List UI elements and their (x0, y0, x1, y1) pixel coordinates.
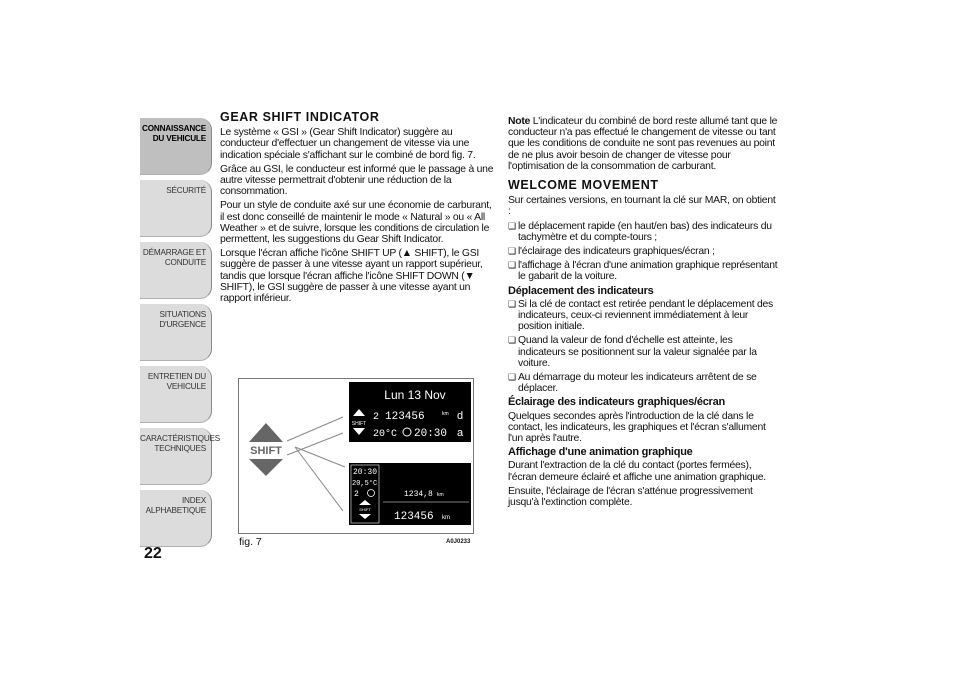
list-item: ❏ Quand la valeur de fond d'échelle est atteinte, les indicateurs se positionnent sur la valeur signalée par la voiture. (508, 335, 778, 369)
right-column (508, 116, 778, 511)
paragraph: Sur certaines versions, en tournant la clé sur MAR, on obtient : (508, 195, 776, 218)
paragraph: Pour un style de conduite axé sur une économie de carburant, il est donc conseillé de maintenir le mode « Natural » ou « All Weather » et de suivre, lorsque les conditions de circulation le permettent, les suggestions du Gear Shift Indicator. (220, 200, 492, 246)
figure-gsi-display (238, 378, 474, 534)
shift-small-label: SHIFT (351, 421, 367, 427)
tab-demarrage-et-conduite[interactable]: DÉMARRAGE ET CONDUITE (140, 242, 212, 299)
pointer-line (287, 433, 343, 455)
paragraph: Quelques secondes après l'introduction de la clé dans le contact, les indicateurs, les graphiques et l'écran s'allument l'un après l'autre. (508, 410, 766, 445)
display-odometer-unit: km (442, 515, 450, 521)
section-heading-welcome-movement: WELCOME MOVEMENT (508, 178, 659, 193)
list-item: ❏ l'éclairage des indicateurs graphiques/écran ; (508, 246, 778, 257)
subheading: Affichage d'une animation graphique (508, 446, 693, 459)
tab-caracteristiques-techniques[interactable]: CARACTÉRISTIQUES TECHNIQUES (140, 428, 212, 485)
figure-code: A0J0233 (446, 539, 471, 545)
paragraph: Grâce au GSI, le conducteur est informé que le passage à une autre vitesse permettrait d'obtenir une réduction de la consommation. (220, 163, 494, 198)
display-trip: 1234,8 (404, 490, 433, 499)
display-trip-unit: km (437, 492, 444, 498)
section-heading-gear-shift: GEAR SHIFT INDICATOR (220, 110, 380, 124)
subheading: Déplacement des indicateurs (508, 284, 654, 297)
list-item: ❏ le déplacement rapide (en haut/en bas) des indicateurs du tachymètre et du compte-tours ; (508, 221, 778, 243)
figure-caption: fig. 7 (239, 536, 262, 548)
display-date: Lun 13 Nov (384, 388, 446, 402)
tab-connaissance-du-vehicule[interactable]: CONNAISSANCE DU VEHICULE (140, 118, 212, 175)
shift-up-arrow-icon (249, 423, 283, 442)
paragraph: Ensuite, l'éclairage de l'écran s'atténue progressivement jusqu'à l'extinction complète. (508, 485, 753, 509)
shift-down-arrow-icon (249, 459, 283, 476)
list-item: ❏ Si la clé de contact est retirée pendant le déplacement des indicateurs, ceux-ci reviennent immédiatement à leur position initiale. (508, 299, 778, 333)
list-item: ❏ Au démarrage du moteur les indicateurs arrêtent de se déplacer. (508, 372, 778, 394)
page-number: 22 (144, 545, 162, 562)
display-temperature: 20°C (373, 429, 398, 440)
tab-entretien-du-vehicule[interactable]: ENTRETIEN DU VEHICULE (140, 366, 212, 423)
note-paragraph: Note L'indicateur du combiné de bord reste allumé tant que le conducteur n'a pas effectué le changement de vitesse ou tant que les conditions de conduite ne sont pas revenues au point de ne plus avoir besoin de changer de vitesse pour l'optimisation de la consommation de carburant. (508, 116, 778, 172)
display-mode-d: d (457, 410, 464, 422)
tab-situations-d-urgence[interactable]: SITUATIONS D'URGENCE (140, 304, 212, 361)
triangle-down-icon: ▼ (464, 270, 475, 282)
display-time-small: 20:30 (353, 468, 378, 477)
paragraph: Durant l'extraction de la clé du contact (portes fermées), l'écran demeure éclairé et affiche une animation graphique. (508, 460, 766, 483)
display-gear: 2 (373, 412, 380, 423)
display-time: 20:30 (414, 428, 448, 440)
paragraph: Le système « GSI » (Gear Shift Indicator) suggère au conducteur d'effectuer un changement de vitesse via une indication spéciale s'affichant sur le combiné de bord fig. 7. (220, 127, 476, 161)
tab-securite[interactable]: SÉCURITÉ (140, 180, 212, 237)
display-temp-small: 20,5°C (352, 480, 378, 488)
display-unit: km (442, 411, 449, 417)
paragraph-shift-icons: Lorsque l'écran affiche l'icône SHIFT UP (▲ SHIFT), le GSI suggère de passer à une vitesse ayant un rapport supérieur, tandis que lorsque l'écran affiche l'icône SHIFT DOWN (▼ SHIFT), le GSI suggère de passer à une vitesse ayant un rapport inférieur. (220, 248, 483, 305)
left-column (220, 112, 498, 307)
display-gear-small: 2 (354, 490, 359, 499)
display-mode-a: a (457, 427, 464, 439)
shift-small-label: SHIFT (359, 507, 371, 512)
shift-label: SHIFT (250, 445, 282, 457)
list-item: ❏ l'affichage à l'écran d'une animation graphique représentant le gabarit de la voiture. (508, 260, 778, 282)
subheading: Éclairage des indicateurs graphiques/écran (508, 396, 725, 409)
display-odometer: 123456 (385, 411, 425, 423)
note-label: Note (508, 116, 531, 127)
tab-index-alphabetique[interactable]: INDEX ALPHABETIQUE (140, 490, 212, 547)
display-odometer-bottom: 123456 (394, 511, 434, 523)
triangle-up-icon: ▲ (401, 248, 412, 260)
pointer-line (287, 417, 343, 441)
instrument-display-illustration (239, 379, 473, 533)
